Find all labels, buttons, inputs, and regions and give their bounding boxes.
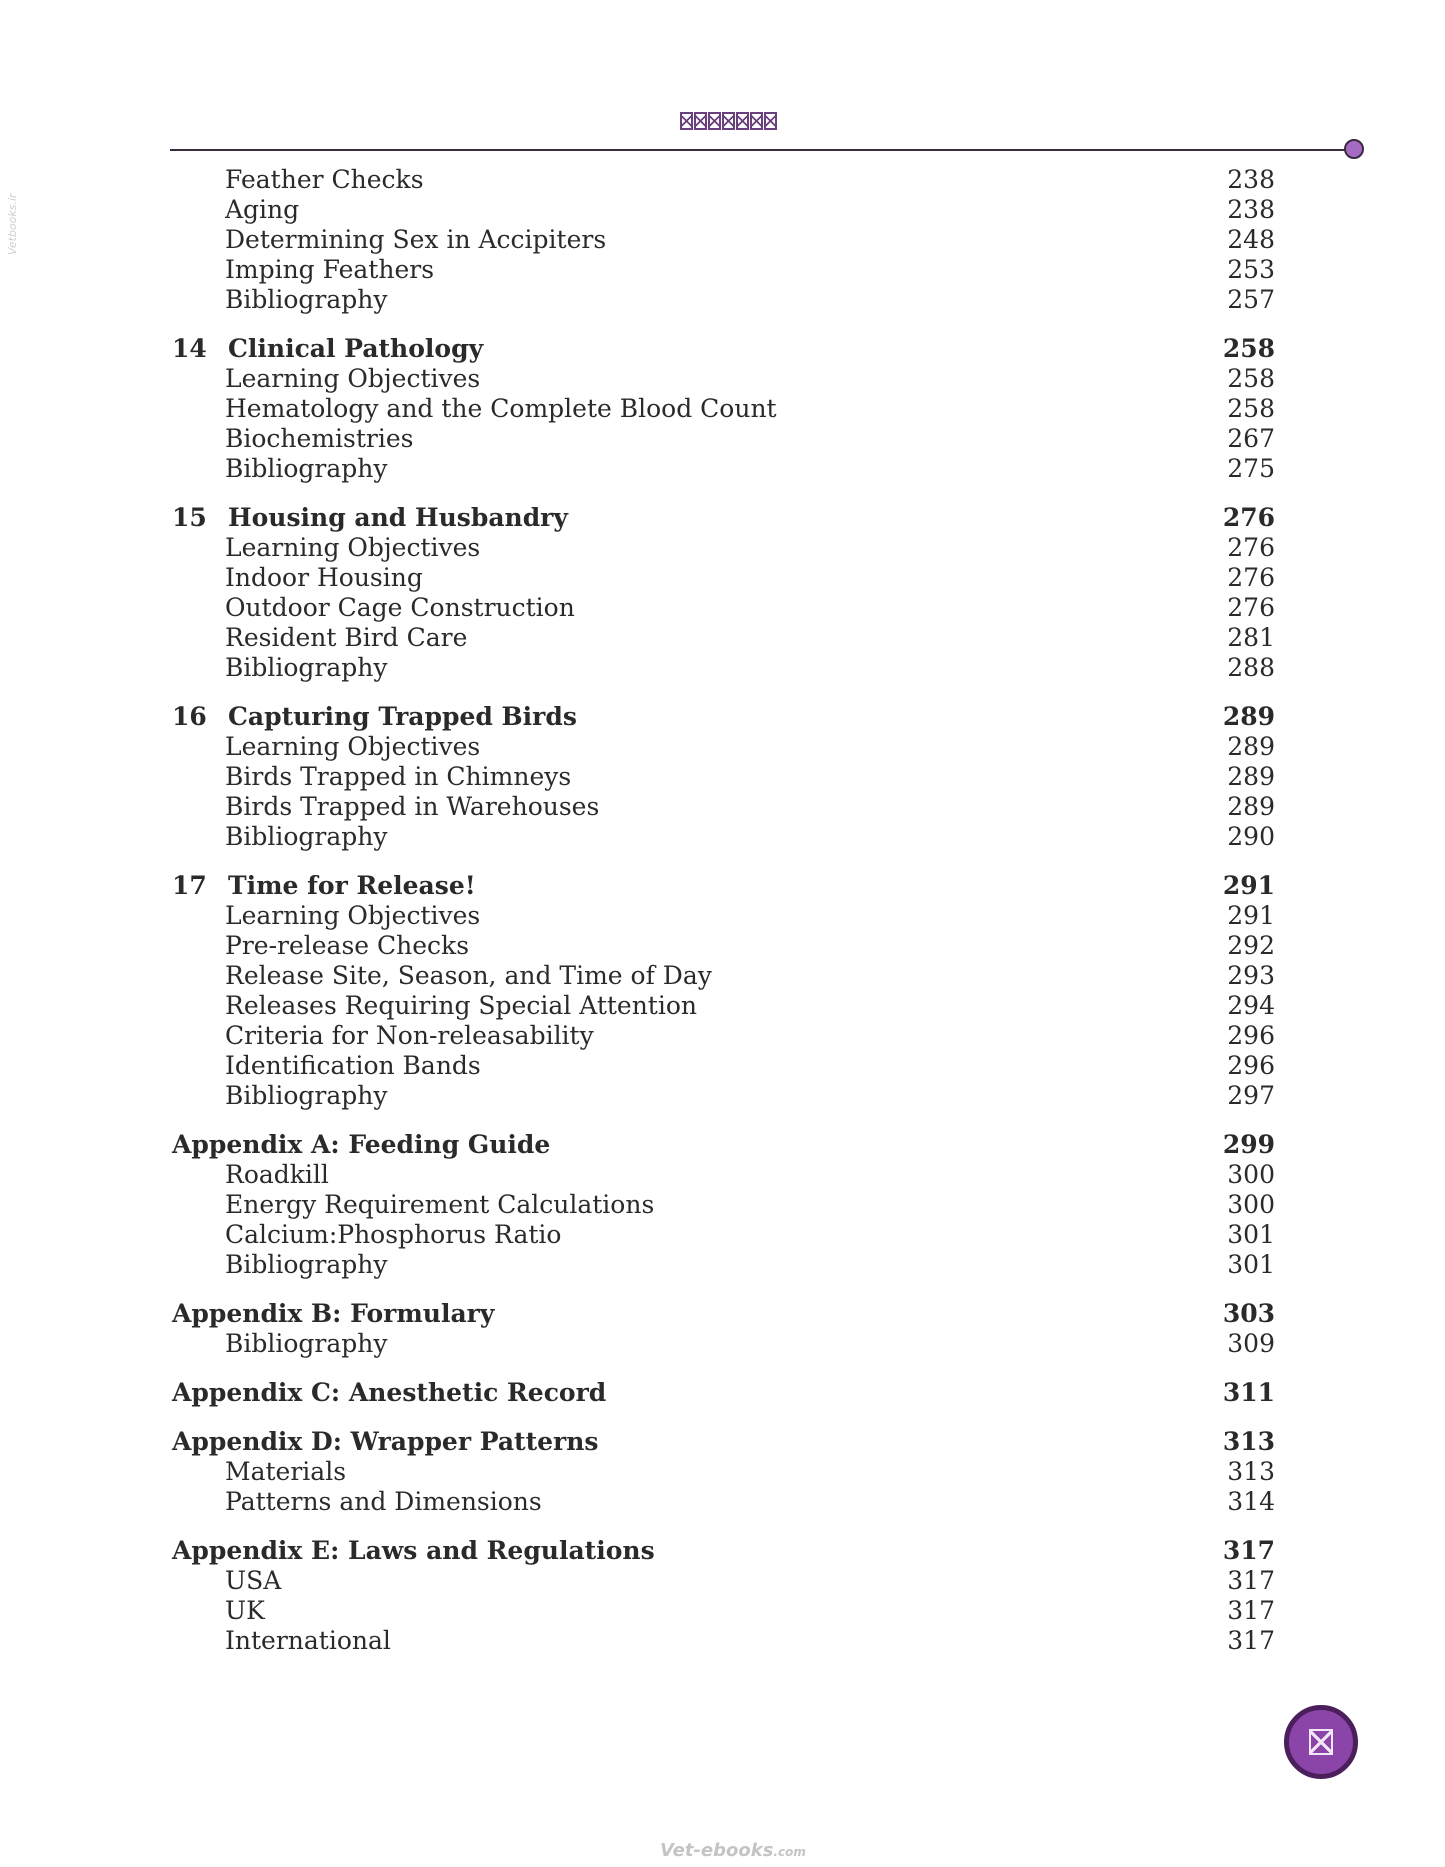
toc-entry[interactable] [170, 1566, 1275, 1596]
entry-title: Aging [225, 195, 300, 224]
entry-title: Determining Sex in Accipiters [225, 225, 607, 254]
page-number: 311 [1222, 1378, 1275, 1407]
page-number: 301 [1227, 1220, 1275, 1249]
entry-title: Criteria for Non-releasability [225, 1021, 594, 1050]
entry-title: Learning Objectives [225, 533, 481, 562]
page-number: 317 [1227, 1566, 1275, 1595]
page-number: 289 [1227, 792, 1275, 821]
running-header-glyphs [680, 112, 777, 132]
entry-title: Clinical Pathology [228, 334, 484, 363]
toc-entry[interactable] [170, 1457, 1275, 1487]
page-number: 317 [1227, 1596, 1275, 1625]
entry-title: Bibliography [225, 822, 388, 851]
entry-title: Appendix C: Anesthetic Record [172, 1378, 607, 1407]
chapter-number: 16 [172, 702, 207, 731]
toc-entry[interactable] [170, 225, 1275, 255]
entry-title: Energy Requirement Calculations [225, 1190, 655, 1219]
toc-entry[interactable] [170, 931, 1275, 961]
toc-entry[interactable] [170, 653, 1275, 683]
entry-title: Bibliography [225, 1081, 388, 1110]
entry-title: Time for Release! [228, 871, 476, 900]
toc-entry[interactable] [170, 822, 1275, 852]
entry-title: Learning Objectives [225, 901, 481, 930]
page-number: 300 [1227, 1190, 1275, 1219]
toc-entry[interactable] [170, 1220, 1275, 1250]
entry-title: Appendix D: Wrapper Patterns [172, 1427, 599, 1456]
toc-entry[interactable] [170, 255, 1275, 285]
entry-title: Birds Trapped in Warehouses [225, 792, 600, 821]
header-rule [170, 149, 1345, 151]
toc-entry[interactable] [170, 454, 1275, 484]
header-glyph-icon [736, 112, 749, 130]
page-number: 300 [1227, 1160, 1275, 1189]
toc-appendix-entry[interactable] [170, 1299, 1275, 1329]
toc-entry[interactable] [170, 732, 1275, 762]
page-number: 313 [1222, 1427, 1275, 1456]
chapter-number: 17 [172, 871, 207, 900]
entry-title: Appendix B: Formulary [172, 1299, 495, 1328]
entry-title: International [225, 1626, 391, 1655]
page-number: 301 [1227, 1250, 1275, 1279]
page-number: 289 [1227, 762, 1275, 791]
page-number: 317 [1222, 1536, 1275, 1565]
toc-chapter-entry[interactable] [170, 503, 1275, 533]
entry-title: Birds Trapped in Chimneys [225, 762, 572, 791]
page-number: 276 [1227, 563, 1275, 592]
toc-entry[interactable] [170, 1081, 1275, 1111]
table-of-contents [170, 165, 1275, 1656]
entry-title: Bibliography [225, 285, 388, 314]
page-number: 276 [1222, 503, 1275, 532]
footer-watermark-main: Vet-ebooks [660, 1840, 774, 1861]
chapter-number: 14 [172, 334, 207, 363]
entry-title: Feather Checks [225, 165, 424, 194]
entry-title: Imping Feathers [225, 255, 435, 284]
toc-entry[interactable] [170, 1626, 1275, 1656]
chapter-number: 15 [172, 503, 207, 532]
page-number: 276 [1227, 533, 1275, 562]
page-number: 291 [1227, 901, 1275, 930]
entry-title: Identification Bands [225, 1051, 481, 1080]
toc-entry[interactable] [170, 1190, 1275, 1220]
page-number: 289 [1222, 702, 1275, 731]
header-glyph-icon [708, 112, 721, 130]
page-number: 238 [1227, 195, 1275, 224]
toc-chapter-entry[interactable] [170, 334, 1275, 364]
entry-title: Biochemistries [225, 424, 414, 453]
page-number: 299 [1222, 1130, 1275, 1159]
entry-title: USA [225, 1566, 282, 1595]
entry-title: Outdoor Cage Construction [225, 593, 575, 622]
toc-entry[interactable] [170, 792, 1275, 822]
entry-title: Indoor Housing [225, 563, 423, 592]
toc-chapter-entry[interactable] [170, 702, 1275, 732]
toc-entry[interactable] [170, 394, 1275, 424]
toc-entry[interactable] [170, 424, 1275, 454]
page-badge [1284, 1705, 1358, 1779]
page-number: 267 [1227, 424, 1275, 453]
page-number: 258 [1222, 334, 1275, 363]
page-number: 281 [1227, 623, 1275, 652]
entry-title: Bibliography [225, 1250, 388, 1279]
page-number: 297 [1227, 1081, 1275, 1110]
page-number: 258 [1227, 394, 1275, 423]
page-number: 257 [1227, 285, 1275, 314]
entry-title: Bibliography [225, 653, 388, 682]
toc-entry[interactable] [170, 593, 1275, 623]
page-number: 303 [1222, 1299, 1275, 1328]
entry-title: Resident Bird Care [225, 623, 468, 652]
toc-entry[interactable] [170, 901, 1275, 931]
toc-entry[interactable] [170, 1160, 1275, 1190]
page-number: 238 [1227, 165, 1275, 194]
entry-title: Calcium:Phosphorus Ratio [225, 1220, 562, 1249]
entry-title: Patterns and Dimensions [225, 1487, 542, 1516]
entry-title: Roadkill [225, 1160, 329, 1189]
entry-title: Hematology and the Complete Blood Count [225, 394, 777, 423]
toc-entry[interactable] [170, 165, 1275, 195]
toc-entry[interactable] [170, 1329, 1275, 1359]
page-number: 296 [1227, 1021, 1275, 1050]
page-number: 314 [1227, 1487, 1275, 1516]
toc-entry[interactable] [170, 623, 1275, 653]
toc-appendix-entry[interactable] [170, 1427, 1275, 1457]
toc-appendix-entry[interactable] [170, 1536, 1275, 1566]
toc-entry[interactable] [170, 364, 1275, 394]
entry-title: Appendix E: Laws and Regulations [172, 1536, 655, 1565]
page-number: 248 [1227, 225, 1275, 254]
entry-title: Housing and Husbandry [228, 503, 568, 532]
toc-entry[interactable] [170, 1021, 1275, 1051]
entry-title: Pre-release Checks [225, 931, 470, 960]
header-dot-ornament [1344, 139, 1364, 159]
entry-title: Materials [225, 1457, 347, 1486]
page-number: 317 [1227, 1626, 1275, 1655]
toc-entry[interactable] [170, 762, 1275, 792]
header-glyph-icon [694, 112, 707, 130]
toc-entry[interactable] [170, 1487, 1275, 1517]
page-number: 296 [1227, 1051, 1275, 1080]
toc-appendix-entry[interactable] [170, 1378, 1275, 1408]
header-glyph-icon [680, 112, 693, 130]
page-number: 253 [1227, 255, 1275, 284]
toc-entry[interactable] [170, 1596, 1275, 1626]
page-number: 275 [1227, 454, 1275, 483]
entry-title: Bibliography [225, 454, 388, 483]
toc-chapter-entry[interactable] [170, 871, 1275, 901]
toc-entry[interactable] [170, 533, 1275, 563]
page-number: 313 [1227, 1457, 1275, 1486]
badge-glyph-icon [1309, 1729, 1333, 1755]
toc-entry[interactable] [170, 195, 1275, 225]
toc-entry[interactable] [170, 285, 1275, 315]
toc-entry[interactable] [170, 1250, 1275, 1280]
page-number: 290 [1227, 822, 1275, 851]
entry-title: Learning Objectives [225, 732, 481, 761]
page-number: 291 [1222, 871, 1275, 900]
page-number: 276 [1227, 593, 1275, 622]
page-number: 288 [1227, 653, 1275, 682]
toc-entry[interactable] [170, 991, 1275, 1021]
page-number: 293 [1227, 961, 1275, 990]
side-watermark: Vetbooks.ir [6, 193, 19, 255]
toc-entry[interactable] [170, 1051, 1275, 1081]
toc-entry[interactable] [170, 961, 1275, 991]
page-number: 294 [1227, 991, 1275, 1020]
footer-watermark-suffix: .com [773, 1845, 806, 1859]
entry-title: Appendix A: Feeding Guide [172, 1130, 551, 1159]
page-number: 289 [1227, 732, 1275, 761]
entry-title: UK [225, 1596, 265, 1625]
header-glyph-icon [722, 112, 735, 130]
header-glyph-icon [764, 112, 777, 130]
entry-title: Releases Requiring Special Attention [225, 991, 697, 1020]
toc-appendix-entry[interactable] [170, 1130, 1275, 1160]
footer-watermark [660, 1840, 806, 1861]
entry-title: Bibliography [225, 1329, 388, 1358]
entry-title: Learning Objectives [225, 364, 481, 393]
entry-title: Capturing Trapped Birds [228, 702, 577, 731]
page-number: 258 [1227, 364, 1275, 393]
page-number: 309 [1227, 1329, 1275, 1358]
header-glyph-icon [750, 112, 763, 130]
entry-title: Release Site, Season, and Time of Day [225, 961, 712, 990]
toc-entry[interactable] [170, 563, 1275, 593]
page-number: 292 [1227, 931, 1275, 960]
